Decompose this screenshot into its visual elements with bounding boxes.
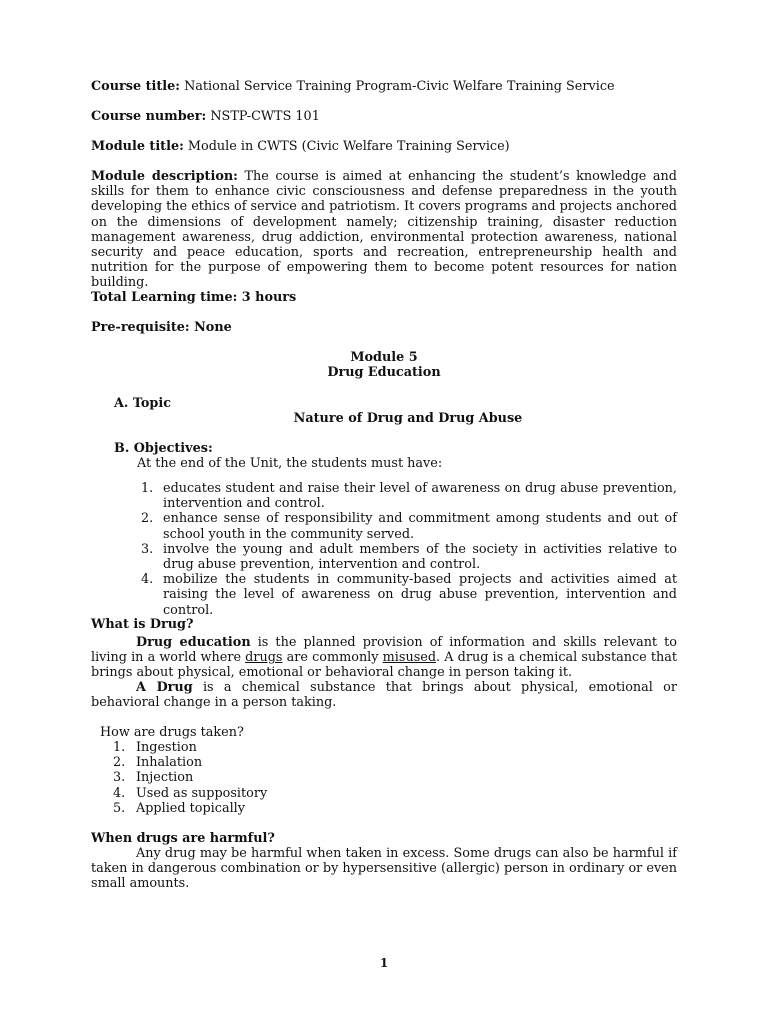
module-description-label: Module description: xyxy=(91,169,238,184)
list-item: 4. mobilize the students in community-based projects and activities aimed at raising the level of awareness on drug abuse prevention, intervention and control. xyxy=(141,572,677,618)
list-item: 1. Ingestion xyxy=(113,740,197,755)
list-item: 3. involve the young and adult members of the society in activities relative to drug abuse prevention, intervention and control. xyxy=(141,541,677,573)
harmful-paragraph: Any drug may be harmful when taken in excess. Some drugs can also be harmful if taken in dangerous combination or by hypersensitive (allergic) person in ordinary or even small amounts. xyxy=(91,846,677,892)
module-description xyxy=(91,169,677,291)
list-item: 4. Used as suppository xyxy=(113,785,268,801)
list-item: 2. enhance sense of responsibility and commitment among students and out of school youth in the community served. xyxy=(141,511,677,542)
course-number-label: Course number: xyxy=(91,109,207,124)
course-number-value: NSTP-CWTS 101 xyxy=(210,109,320,124)
topic-label: A. Topic xyxy=(114,396,172,411)
learning-time: Total Learning time: 3 hours xyxy=(91,290,297,305)
module-title-value: Module in CWTS (Civic Welfare Training Service) xyxy=(187,139,510,154)
drug-education-paragraph: Drug education is the planned provision of information and skills relevant to living in a world where drugs are commonly misused. A drug is a chemical substance that brings about physical, emotional or behavioral change in person taking it. xyxy=(91,635,677,681)
topic-title: Nature of Drug and Drug Abuse xyxy=(293,411,523,426)
module-name: Drug Education xyxy=(327,365,441,380)
what-is-drug-heading: What is Drug? xyxy=(91,617,194,632)
harmful-heading: When drugs are harmful? xyxy=(91,831,275,846)
prerequisite: Pre-requisite: None xyxy=(91,320,232,335)
course-number-line xyxy=(91,109,320,124)
course-title-value: National Service Training Program-Civic Welfare Training Service xyxy=(184,79,615,94)
objectives-label: B. Objectives: xyxy=(114,441,213,456)
list-item: 3. Injection xyxy=(113,770,194,786)
objectives-list xyxy=(137,481,677,618)
module-description-text: The course is aimed at enhancing the student’s knowledge and skills for them to enhance civic consciousness and defense preparedness in the youth developing the ethics of service and patriotism. It covers programs and projects anchored on the dimensions of development namely; citizenship training, disaster reduction management awareness, drug addiction, environmental protection awareness, national security and peace education, sports and recreation, entrepreneurship health and nutrition for the purpose of empowering them to become potent resources for nation building. xyxy=(91,169,677,291)
page-number: 1 xyxy=(379,956,389,970)
list-item: 2. Inhalation xyxy=(113,755,203,771)
objectives-intro: At the end of the Unit, the students must have: xyxy=(137,456,443,471)
list-item: 1. educates student and raise their level of awareness on drug abuse prevention, intervention and control. xyxy=(141,481,677,512)
drugs-link[interactable]: drugs xyxy=(245,650,283,666)
course-title-label: Course title: xyxy=(91,79,180,94)
course-title-line xyxy=(91,79,615,94)
list-item: 5. Applied topically xyxy=(113,800,245,816)
module-title-line xyxy=(91,139,510,154)
module-title-label: Module title: xyxy=(91,139,184,154)
module-number: Module 5 xyxy=(350,350,418,365)
how-taken-list xyxy=(111,740,267,816)
how-taken-question: How are drugs taken? xyxy=(100,725,244,740)
misused-link[interactable]: misused xyxy=(382,650,437,666)
a-drug-paragraph: A Drug is a chemical substance that brings about physical, emotional or behavioral change in a person taking. xyxy=(91,680,677,711)
